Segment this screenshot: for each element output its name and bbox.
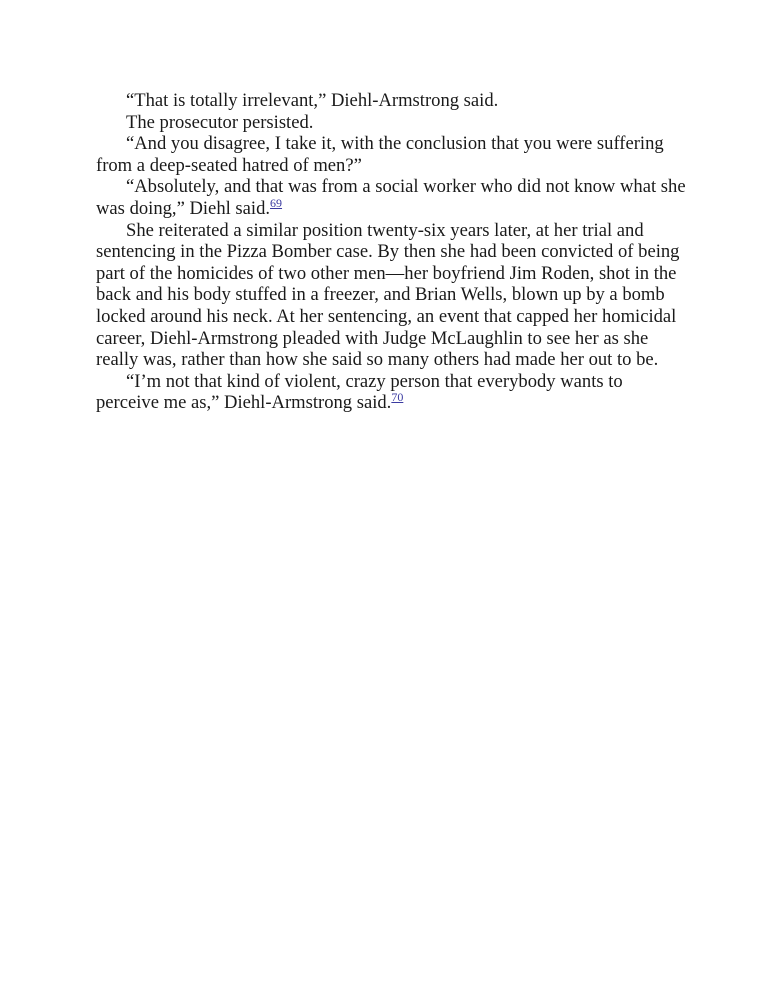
footnote-link[interactable]: 70	[391, 390, 404, 405]
paragraph	[96, 371, 686, 414]
paragraph-text: “That is totally irrelevant,” Diehl-Armstrong said.	[126, 90, 499, 111]
paragraph	[96, 90, 686, 112]
paragraph	[96, 133, 686, 176]
paragraph	[96, 220, 686, 371]
paragraph-text: “I’m not that kind of violent, crazy person that everybody wants to perceive me as,” Diehl-Armstrong said.	[96, 370, 623, 414]
paragraph-text: “And you disagree, I take it, with the conclusion that you were suffering from a deep-seated hatred of men?”	[96, 133, 664, 176]
paragraph	[96, 176, 686, 219]
paragraph	[96, 112, 686, 134]
paragraph-text: “Absolutely, and that was from a social worker who did not know what she was doing,” Diehl said.	[96, 176, 686, 219]
paragraph-text: She reiterated a similar position twenty-six years later, at her trial and sentencing in the Pizza Bomber case. By then she had been convicted of being part of the homicides of two other men—her boyfriend Jim Roden, shot in the back and his body stuffed in a freezer, and Brian Wells, blown up by a bomb locked around his neck. At her sentencing, an event that capped her homicidal career, Diehl-Armstrong pleaded with Judge McLaughlin to see her as she really was, rather than how she said so many others had made her out to be.	[96, 219, 680, 371]
footnote-link[interactable]: 69	[270, 195, 283, 210]
paragraph-text: The prosecutor persisted.	[126, 111, 314, 133]
document-page	[96, 90, 686, 414]
